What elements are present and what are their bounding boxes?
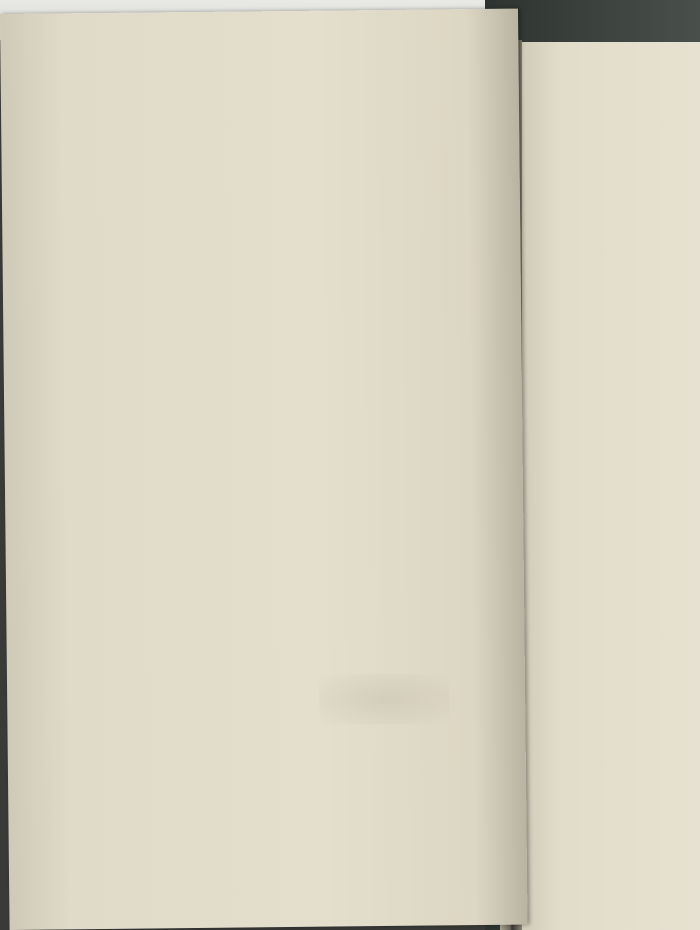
right-page — [514, 42, 700, 930]
page-stain — [319, 673, 450, 724]
left-page — [0, 9, 528, 930]
